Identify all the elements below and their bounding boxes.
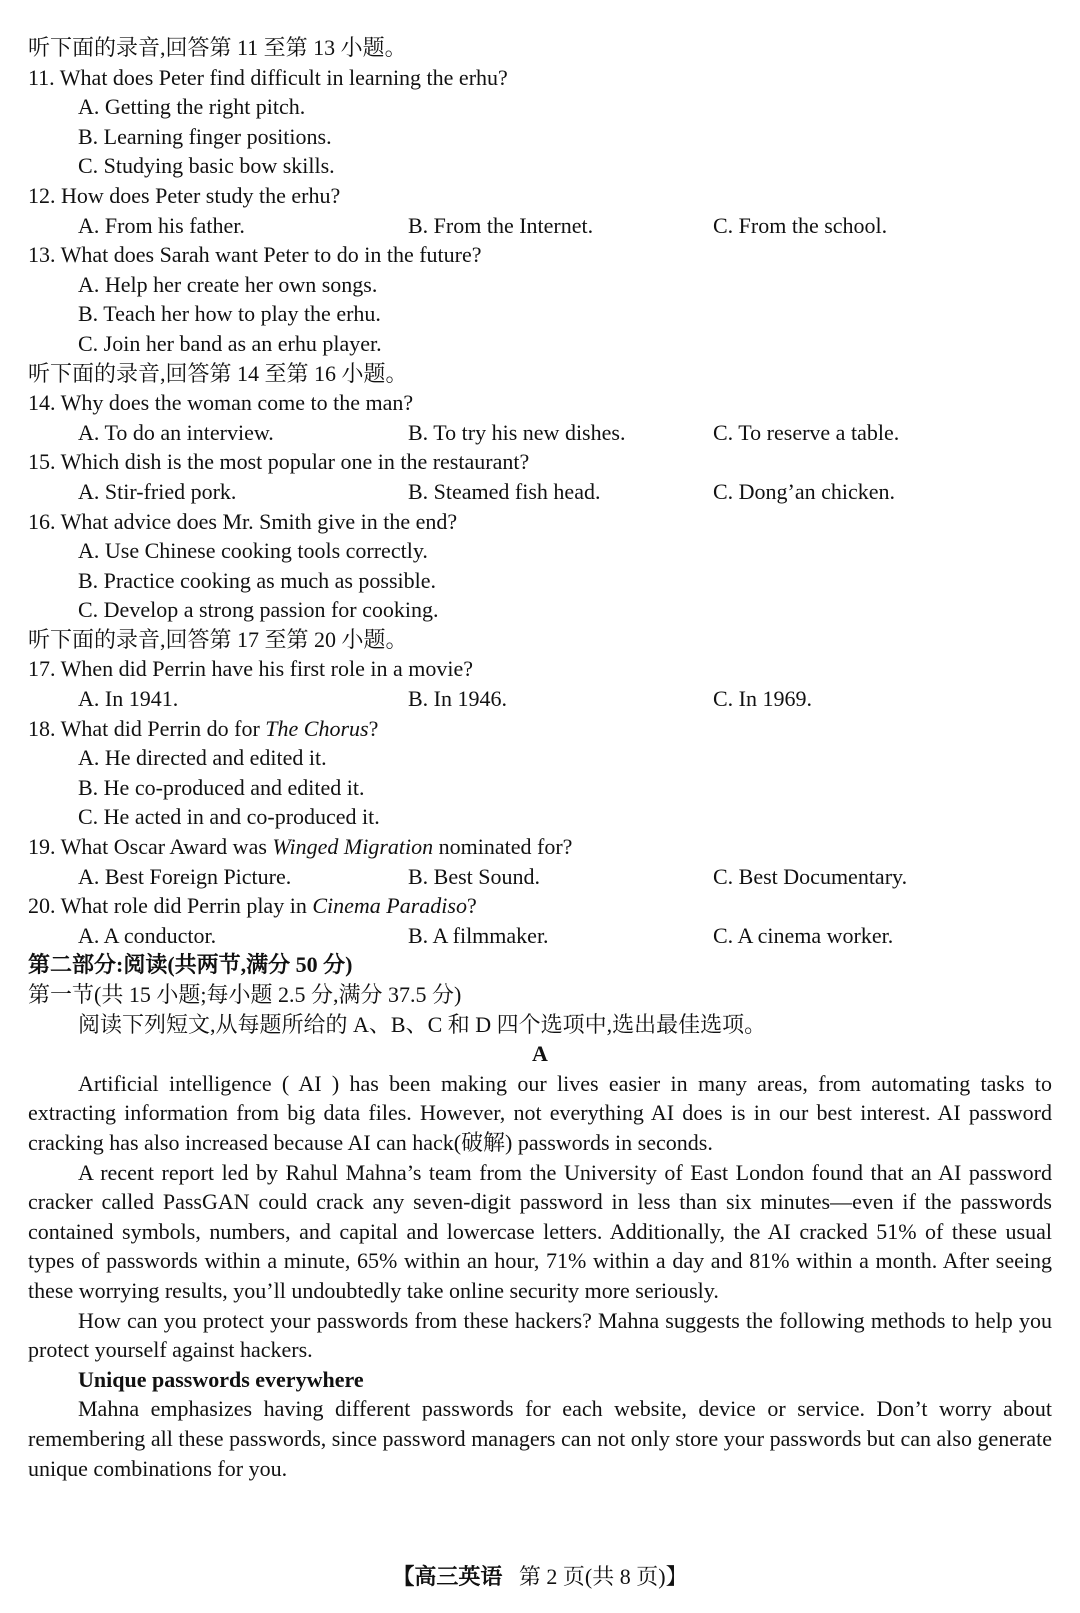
- question-14-stem: 14. Why does the woman come to the man?: [28, 390, 414, 416]
- question-19-option-b: B. Best Sound.: [408, 863, 541, 889]
- question-19-option-a: A. Best Foreign Picture.: [78, 863, 292, 889]
- question-20-stem: [28, 891, 1052, 921]
- question-20-film-title: Cinema Paradiso: [312, 893, 467, 919]
- question-17-options: [28, 684, 1052, 714]
- passage-paragraph-2: A recent report led by Rahul Mahna’s team from the University of East London found that an AI password cracker called PassGAN could crack any seven-digit password in less than six minutes—even if the passwords contained symbols, numbers, and capital and lowercase letters. Additionally, the AI cracked 51% of these usual types of passwords within a minute, 65% within an hour, 71% within a day and 81% within a month. After seeing these worrying results, you’ll undoubtedly take online security more seriously.: [28, 1159, 1052, 1303]
- question-16-option-b: B. Practice cooking as much as possible.: [78, 567, 437, 593]
- question-12-options: [28, 211, 1052, 241]
- question-12-option-b: B. From the Internet.: [408, 212, 594, 238]
- question-13-option-c: C. Join her band as an erhu player.: [78, 330, 382, 356]
- question-15-option-c: C. Dong’an chicken.: [713, 478, 896, 504]
- question-14-option-a: A. To do an interview.: [78, 419, 274, 445]
- question-14-options: [28, 418, 1052, 448]
- question-16-option-c: C. Develop a strong passion for cooking.: [78, 597, 439, 623]
- question-15-options: [28, 477, 1052, 507]
- question-19-stem: [28, 832, 1052, 862]
- page-footer: [0, 1562, 1080, 1592]
- passage-letter: A: [532, 1041, 548, 1067]
- question-18-option-c: C. He acted in and co-produced it.: [78, 804, 380, 830]
- listening-instruction: 听下面的录音,回答第 11 至第 13 小题。: [28, 35, 407, 60]
- question-14-option-c: C. To reserve a table.: [713, 419, 900, 445]
- question-17-option-a: A. In 1941.: [78, 686, 179, 712]
- question-13-option-b: B. Teach her how to play the erhu.: [78, 301, 381, 327]
- question-15-option-a: A. Stir-fried pork.: [78, 478, 237, 504]
- question-17-option-c: C. In 1969.: [713, 686, 812, 712]
- passage-paragraph-1: Artificial intelligence ( AI ) has been making our lives easier in many areas, from automating tasks to extracting information from big data files. However, not everything AI does is in our best interest. AI password cracking has also increased because AI can hack(破解) passwords in seconds.: [28, 1070, 1052, 1155]
- section-one-heading: 第一节(共 15 小题;每小题 2.5 分,满分 37.5 分): [28, 982, 462, 1007]
- question-18-option-a: A. He directed and edited it.: [78, 745, 327, 771]
- passage-paragraph-4: Mahna emphasizes having different passwords for each website, device or service. Don’t worry about remembering all these passwords, since password managers can not only store your passwords but can also generate unique combinations for you.: [28, 1396, 1052, 1481]
- footer-subject: 【高三英语: [392, 1564, 503, 1589]
- question-15-option-b: B. Steamed fish head.: [408, 478, 601, 504]
- question-19-options: [28, 862, 1052, 892]
- question-20-options: [28, 921, 1052, 951]
- question-16-stem: 16. What advice does Mr. Smith give in the end?: [28, 508, 458, 534]
- question-12-stem: 12. How does Peter study the erhu?: [28, 182, 341, 208]
- question-20-option-a: A. A conductor.: [78, 922, 217, 948]
- question-18-film-title: The Chorus: [265, 715, 369, 741]
- question-13-option-a: A. Help her create her own songs.: [78, 271, 378, 297]
- question-20-option-b: B. A filmmaker.: [408, 922, 549, 948]
- question-17-stem: 17. When did Perrin have his first role in a movie?: [28, 656, 473, 682]
- passage-subheading: Unique passwords everywhere: [78, 1366, 364, 1392]
- listening-instruction: 听下面的录音,回答第 14 至第 16 小题。: [28, 360, 408, 386]
- question-11-option-b: B. Learning finger positions.: [78, 123, 332, 149]
- question-15-stem: 15. Which dish is the most popular one in the restaurant?: [28, 449, 530, 475]
- question-18-stem-end: ?: [368, 715, 379, 741]
- question-14-option-b: B. To try his new dishes.: [408, 419, 626, 445]
- reading-instruction: 阅读下列短文,从每题所给的 A、B、C 和 D 四个选项中,选出最佳选项。: [78, 1011, 767, 1037]
- question-12-option-a: A. From his father.: [78, 212, 245, 238]
- question-18-option-b: B. He co-produced and edited it.: [78, 774, 365, 800]
- question-11-option-a: A. Getting the right pitch.: [78, 94, 306, 120]
- question-18-stem-text: 18. What did Perrin do for: [28, 715, 266, 741]
- question-19-option-c: C. Best Documentary.: [713, 863, 908, 889]
- question-12-option-c: C. From the school.: [713, 212, 888, 238]
- question-11-option-c: C. Studying basic bow skills.: [78, 153, 335, 179]
- part-two-heading: 第二部分:阅读(共两节,满分 50 分): [28, 952, 353, 978]
- question-16-option-a: A. Use Chinese cooking tools correctly.: [78, 538, 428, 564]
- question-20-stem-text: 20. What role did Perrin play in: [28, 893, 313, 919]
- question-20-option-c: C. A cinema worker.: [713, 922, 894, 948]
- footer-page-number: 第 2 页(共 8 页)】: [518, 1564, 688, 1589]
- question-11-stem: 11. What does Peter find difficult in learning the erhu?: [28, 64, 508, 90]
- question-19-stem-text: 19. What Oscar Award was: [28, 834, 273, 860]
- question-18-stem: [28, 714, 1052, 744]
- question-20-stem-end: ?: [466, 893, 477, 919]
- question-19-stem-end: nominated for?: [433, 834, 573, 860]
- passage-paragraph-3: How can you protect your passwords from these hackers? Mahna suggests the following methods to help you protect yourself against hackers.: [28, 1307, 1052, 1363]
- question-13-stem: 13. What does Sarah want Peter to do in the future?: [28, 242, 482, 268]
- question-19-film-title: Winged Migration: [272, 834, 434, 860]
- listening-instruction: 听下面的录音,回答第 17 至第 20 小题。: [28, 626, 408, 652]
- question-17-option-b: B. In 1946.: [408, 686, 507, 712]
